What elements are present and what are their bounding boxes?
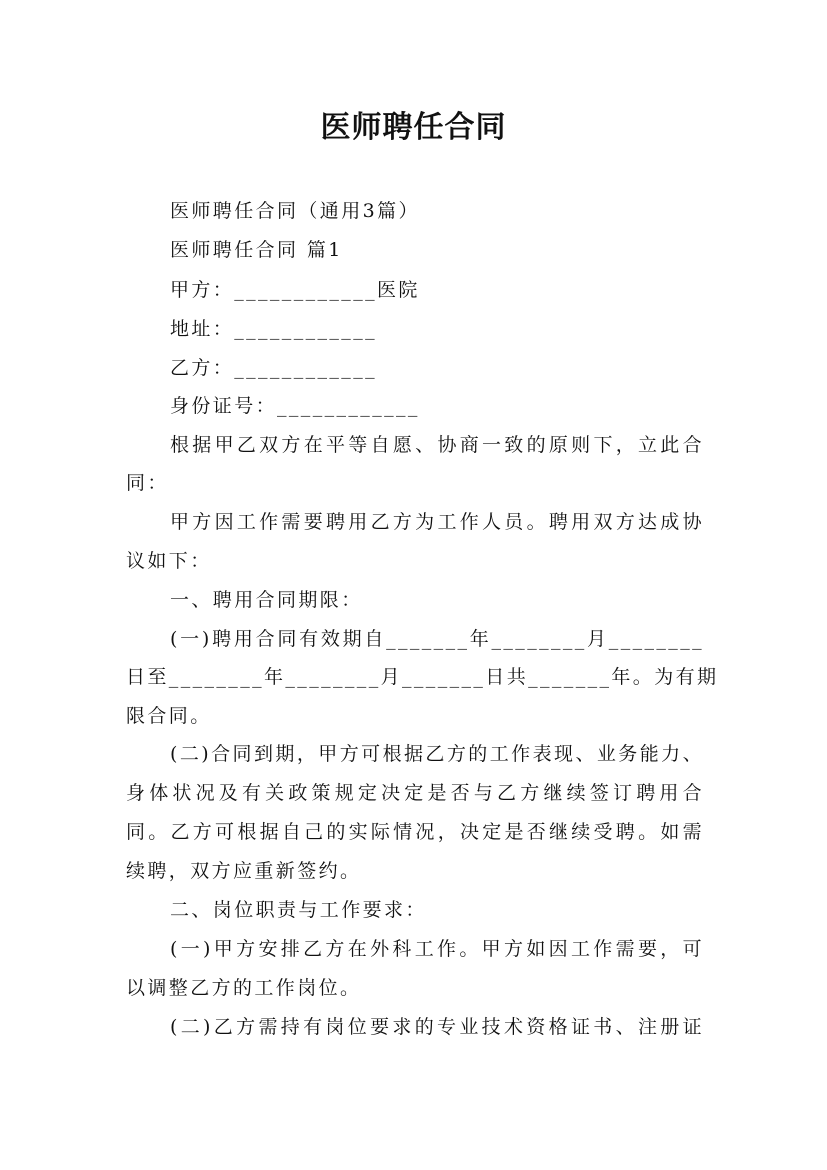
clause-heading: 二、岗位职责与工作要求： bbox=[170, 899, 427, 921]
paragraph-line: (一)聘用合同有效期自_______年________月________ bbox=[170, 628, 704, 650]
paragraph-line: 续聘，双方应重新签约。 bbox=[126, 860, 362, 882]
address-field: 地址：____________ bbox=[170, 318, 378, 340]
paragraph-line: 根据甲乙双方在平等自愿、协商一致的原则下，立此合 bbox=[170, 434, 704, 456]
paragraph-line: 议如下： bbox=[126, 550, 212, 572]
paragraph-line: 身体状况及有关政策规定决定是否与乙方继续签订聘用合 bbox=[126, 782, 704, 804]
paragraph-line: 以调整乙方的工作岗位。 bbox=[126, 977, 362, 999]
party-b-field: 乙方：____________ bbox=[170, 357, 378, 379]
paragraph-line: 限合同。 bbox=[126, 705, 212, 727]
paragraph-line: 日至________年________月_______日共_______年。为有期 bbox=[126, 666, 719, 688]
party-a-field: 甲方：____________医院 bbox=[170, 279, 420, 301]
paragraph-line: (一)甲方安排乙方在外科工作。甲方如因工作需要，可 bbox=[170, 938, 704, 960]
section-heading: 医师聘任合同 篇1 bbox=[170, 239, 343, 261]
id-number-field: 身份证号：____________ bbox=[170, 395, 420, 417]
paragraph-line: 同： bbox=[126, 472, 169, 494]
subtitle-line: 医师聘任合同（通用3篇） bbox=[170, 200, 420, 222]
paragraph-line: 同。乙方可根据自己的实际情况，决定是否继续受聘。如需 bbox=[126, 821, 704, 843]
paragraph-line: 甲方因工作需要聘用乙方为工作人员。聘用双方达成协 bbox=[170, 511, 704, 533]
document-title: 医师聘任合同 bbox=[320, 110, 507, 145]
paragraph-line: (二)合同到期，甲方可根据乙方的工作表现、业务能力、 bbox=[170, 743, 704, 765]
paragraph-line: (二)乙方需持有岗位要求的专业技术资格证书、注册证 bbox=[170, 1016, 704, 1038]
clause-heading: 一、聘用合同期限： bbox=[170, 589, 363, 611]
